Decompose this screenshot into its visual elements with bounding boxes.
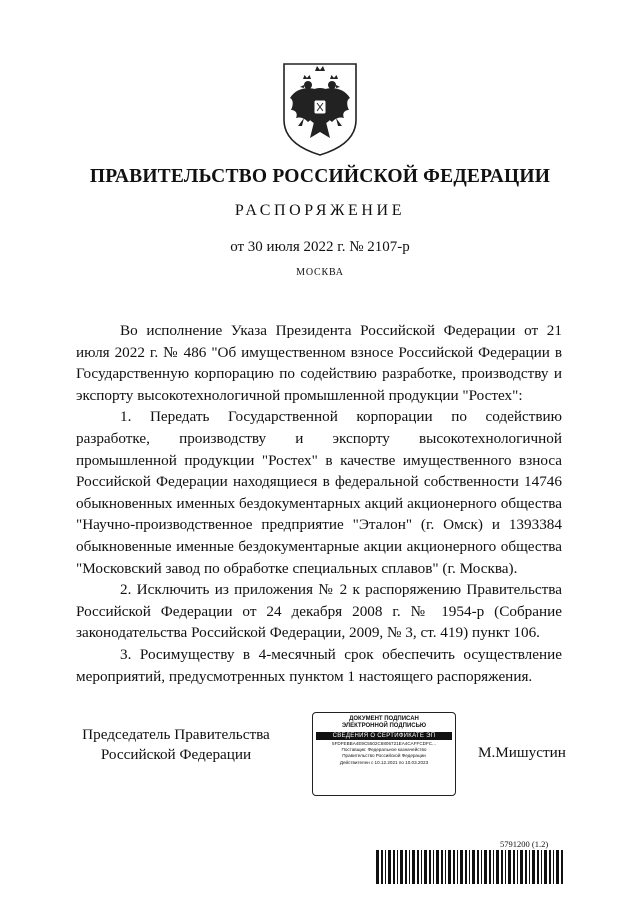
signer-position-line1: Председатель Правительства — [82, 726, 270, 743]
document-type: РАСПОРЯЖЕНИЕ — [234, 202, 406, 219]
signer-position-line2: Российской Федерации — [100, 746, 252, 763]
city-label: МОСКВА — [296, 267, 344, 278]
stamp-owner: Правительство Российской Федерации — [342, 753, 426, 759]
stamp-validity: Действителен с 10.12.2021 по 10.03.2023 — [339, 759, 429, 765]
stamp-cert-header: СВЕДЕНИЯ О СЕРТИФИКАТЕ ЭП — [316, 732, 452, 740]
paragraph-preamble: Во исполнение Указа Президента Российской Федерации от 21 июля 2022 г. № 486 "Об имущественном взносе Российской Федерации в Государственную корпорацию по содействию разработке, производству и экспорту высокотехнологичной промышленной продукции "Ростех": — [76, 322, 562, 404]
paragraph-item-2: 2. Исключить из приложения № 2 к распоряжению Правительства Российской Федерации от 24 декабря 2008 г. № 1954-р (Собрание законодательства Российской Федерации, 2009, № 3, ст. 419) пункт 106. — [76, 581, 562, 642]
signer-position — [76, 725, 276, 765]
document-body — [76, 320, 562, 687]
coat-of-arms-icon — [278, 58, 362, 158]
paragraph-item-3: 3. Росимуществу в 4-месячный срок обеспечить осуществление мероприятий, предусмотренных пунктом 1 настоящего распоряжения. — [76, 645, 562, 685]
stamp-supplier: Поставщик: Федеральное казначейство — [341, 747, 427, 753]
page-title: ПРАВИТЕЛЬСТВО РОССИЙСКОЙ ФЕДЕРАЦИИ — [89, 166, 551, 187]
stamp-heading-line1: ДОКУМЕНТ ПОДПИСАН — [349, 716, 419, 722]
stamp-heading-line2: ЭЛЕКТРОННОЙ ПОДПИСЬЮ — [341, 723, 427, 729]
electronic-signature-stamp — [312, 712, 456, 796]
barcode-number: 5791200 (1.2) — [500, 839, 549, 849]
paragraph-item-1: 1. Передать Государственной корпорации по содействию разработке, производству и экспорту высокотехнологичной промышленной продукции "Ростех" в качестве имущественного взноса Российской Федерации находящиеся в федеральной собственности 14746 обыкновенных именных бездокументарных акций акционерного общества "Научно-производственное предприятие "Эталон" (г. Омск) и 1393384 обыкновенные именные бездокументарные акции акционерного общества "Московский завод по обработке специальных сплавов" (г. Москва). — [76, 408, 562, 577]
signer-name: М.Мишустин — [478, 744, 566, 761]
date-number-line: от 30 июля 2022 г. № 2107-р — [230, 239, 410, 255]
stamp-serial: 5FDFEBBA4E9C5502C6806721EA4CAFFCDFC... — [332, 741, 436, 746]
barcode-icon — [376, 850, 564, 884]
